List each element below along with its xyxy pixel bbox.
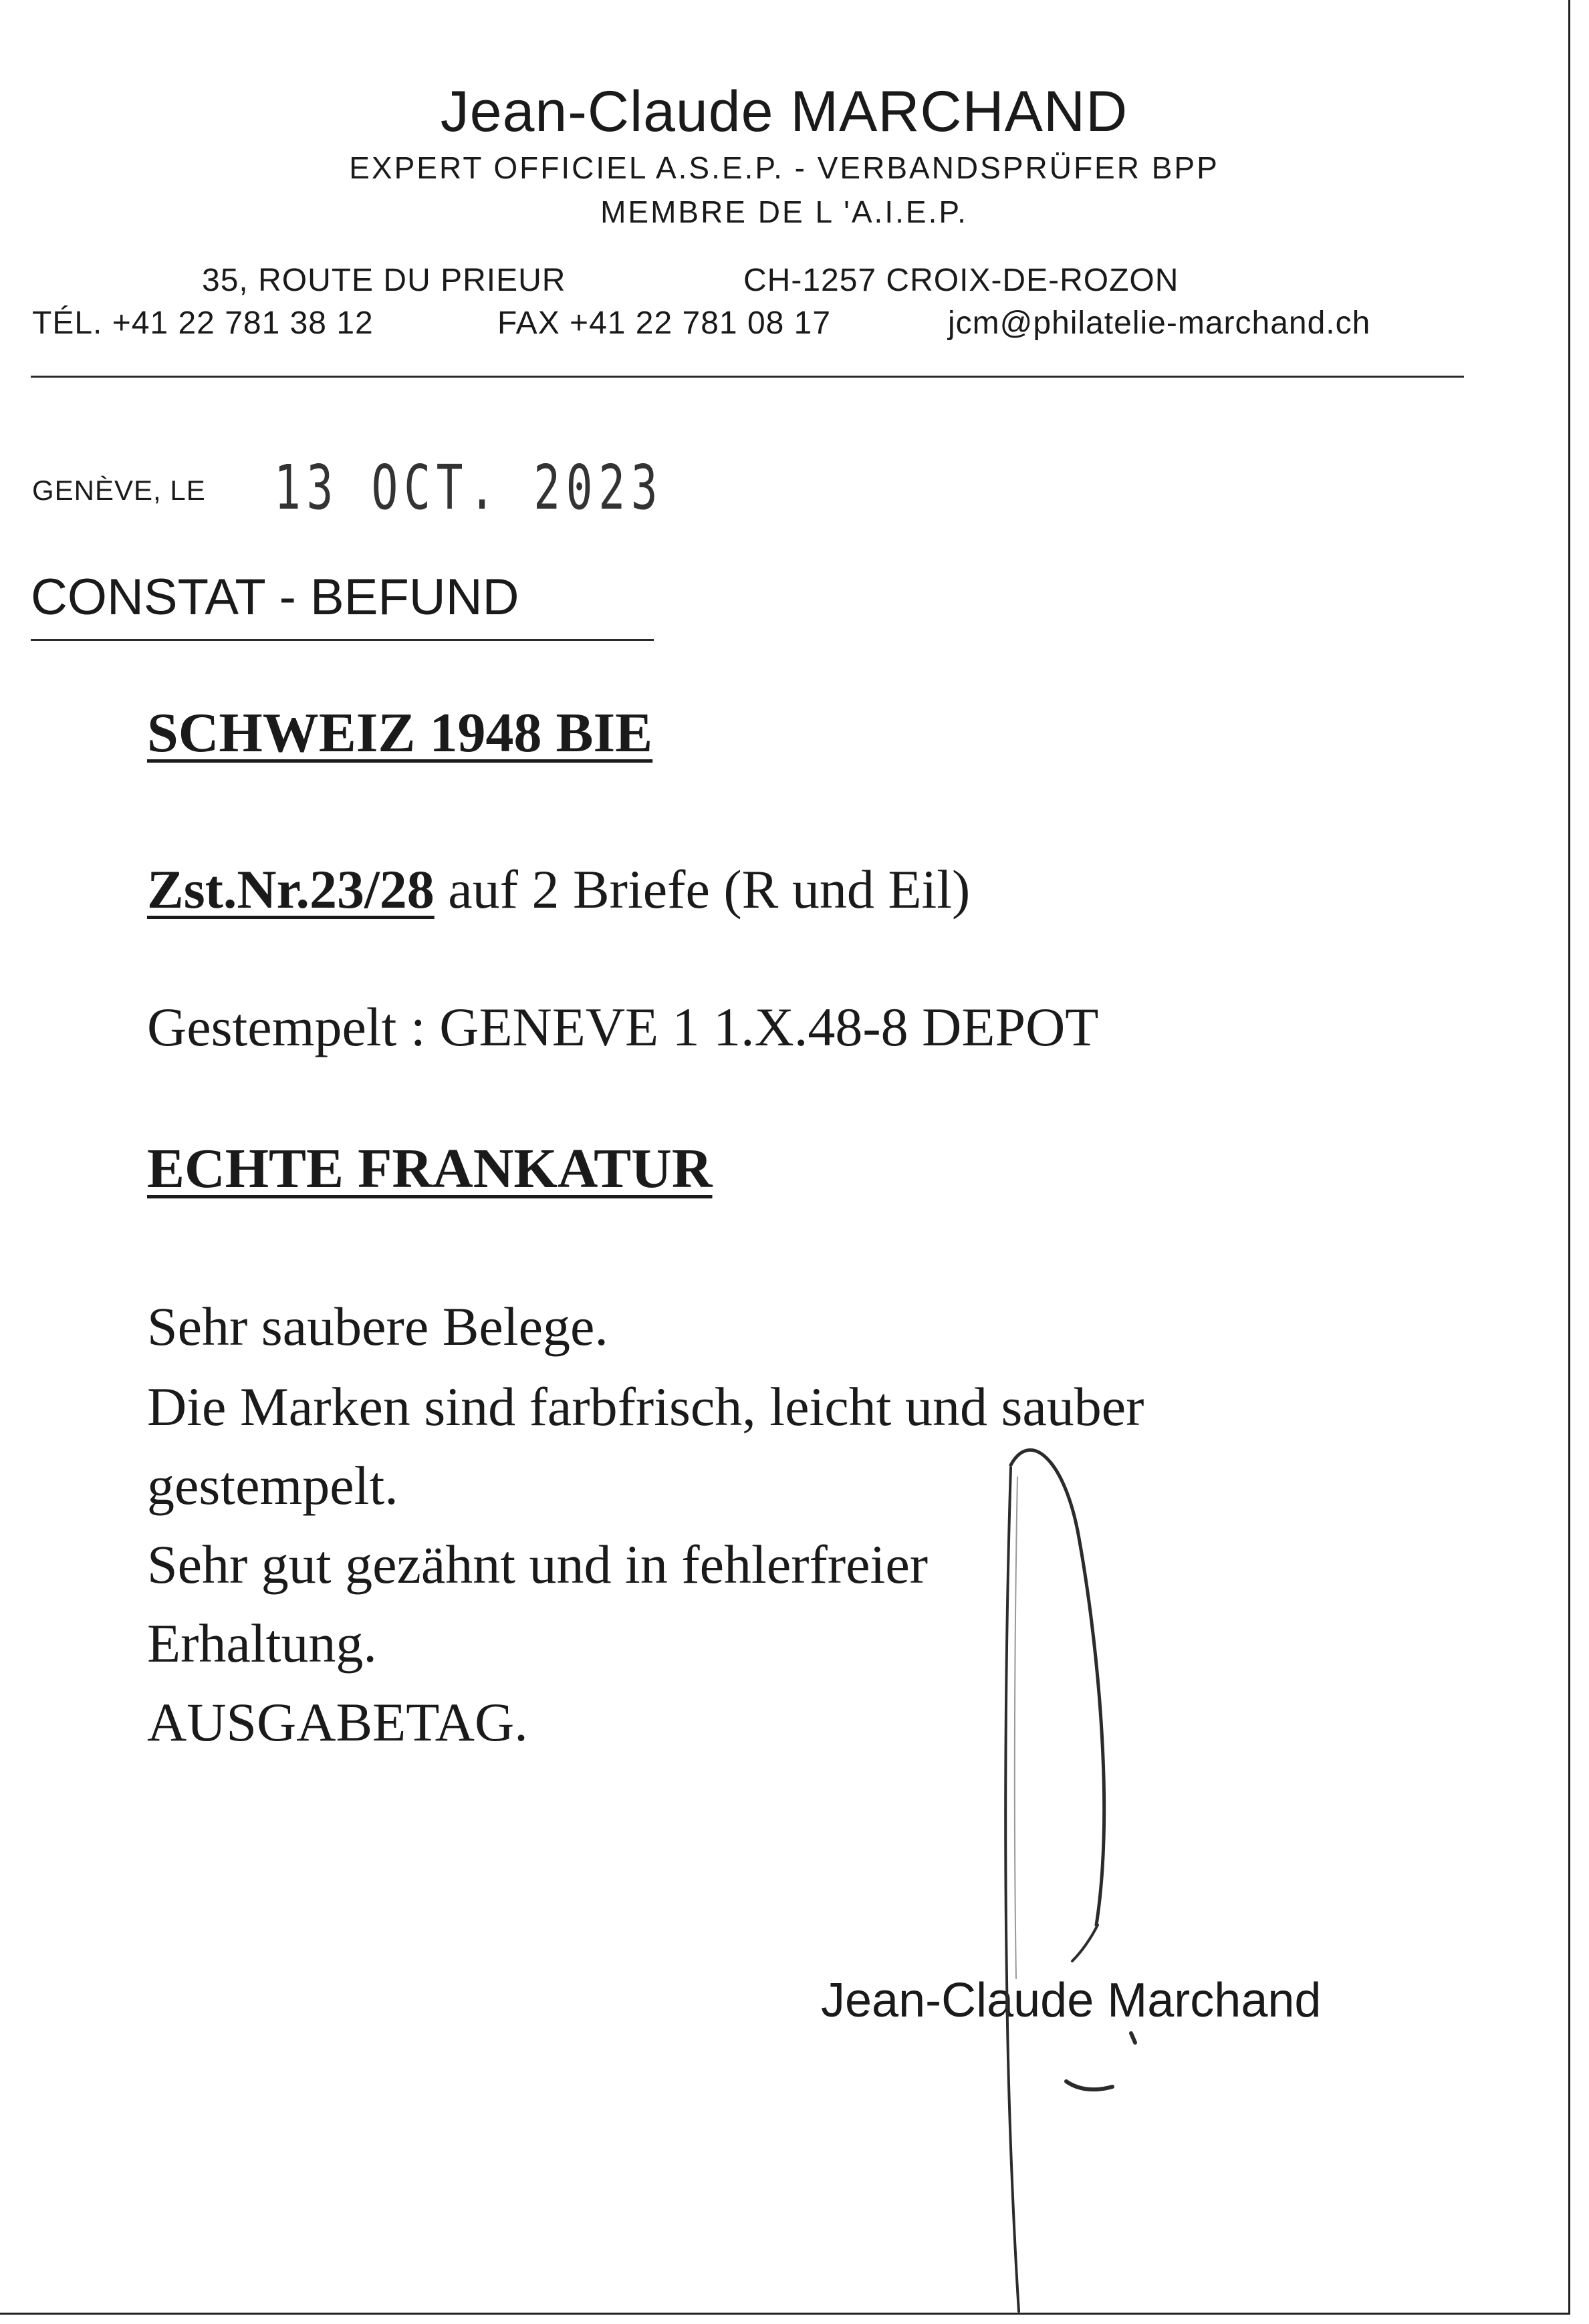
phone-number: TÉL. +41 22 781 38 12 [32, 305, 374, 341]
email-address: jcm@philatelie-marchand.ch [948, 305, 1371, 341]
address-city: CH-1257 CROIX-DE-ROZON [743, 263, 1179, 298]
expert-name: Jean-Claude MARCHAND [440, 80, 1128, 144]
catalog-description: auf 2 Briefe (R und Eil) [434, 859, 971, 920]
place-label: GENÈVE, LE [32, 475, 206, 506]
subject-heading: SCHWEIZ 1948 BIE [147, 702, 653, 764]
verdict-heading: ECHTE FRANKATUR [147, 1138, 713, 1200]
description-line: gestempelt. [147, 1455, 398, 1516]
document-type: CONSTAT - BEFUND [31, 569, 519, 626]
address-street: 35, ROUTE DU PRIEUR [202, 263, 566, 298]
letterhead-divider [31, 376, 1464, 378]
date-stamp: 13 OCT. 2023 [274, 452, 664, 523]
cancellation-line: Gestempelt : GENEVE 1 1.X.48-8 DEPOT [147, 997, 1099, 1057]
description-line: Erhaltung. [147, 1613, 377, 1674]
expert-membership: MEMBRE DE L 'A.I.E.P. [600, 195, 968, 229]
expert-title: EXPERT OFFICIEL A.S.E.P. - VERBANDSPRÜFER BPP [349, 150, 1219, 185]
description-line: Sehr gut gezähnt und in fehlerfreier [147, 1534, 929, 1595]
signature-name: Jean-Claude Marchand [821, 1974, 1322, 2027]
catalog-line [147, 858, 970, 921]
catalog-number: Zst.Nr.23/28 [147, 859, 435, 920]
fax-number: FAX +41 22 781 08 17 [497, 305, 832, 341]
description-line: Die Marken sind farbfrisch, leicht und sauber [147, 1376, 1144, 1437]
description-line: AUSGABETAG. [147, 1692, 528, 1753]
document-type-underline [31, 639, 654, 641]
description-line: Sehr saubere Belege. [147, 1296, 608, 1357]
